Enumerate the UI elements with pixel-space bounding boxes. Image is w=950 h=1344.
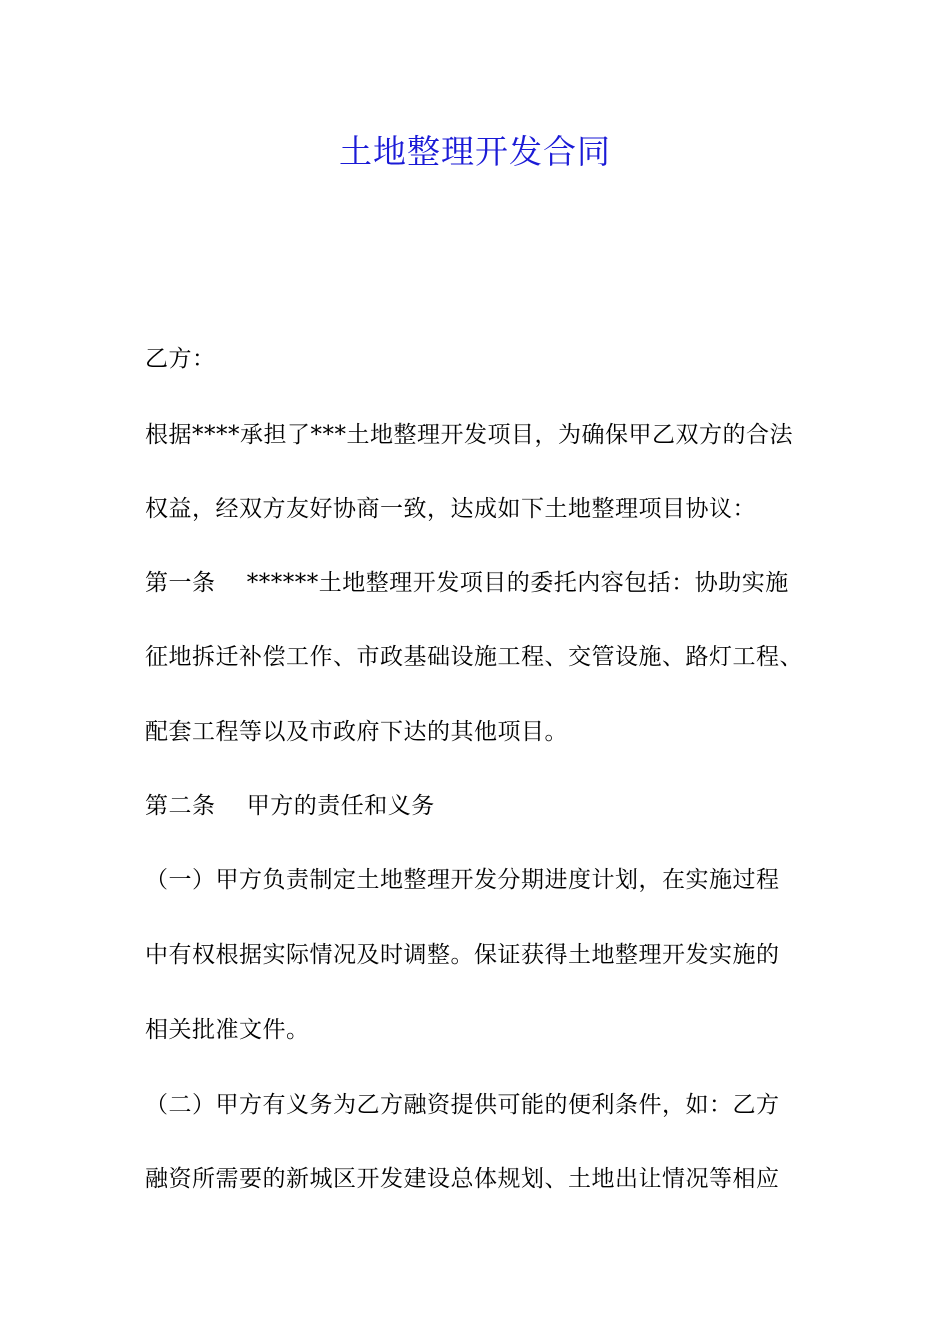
text-line-article-1-1: 第一条 ******土地整理开发项目的委托内容包括：协助实施 <box>145 570 789 596</box>
text-line-clause-2-2: 融资所需要的新城区开发建设总体规划、土地出让情况等相应 <box>145 1166 780 1192</box>
text-line-preamble-1: 根据****承担了***土地整理开发项目，为确保甲乙双方的合法 <box>145 422 793 448</box>
text-line-clause-2-1: （二）甲方有义务为乙方融资提供可能的便利条件，如：乙方 <box>145 1092 780 1118</box>
text-line-clause-1-2: 中有权根据实际情况及时调整。保证获得土地整理开发实施的 <box>145 942 780 968</box>
text-line-party-b: 乙方： <box>145 346 216 372</box>
text-line-preamble-2: 权益，经双方友好协商一致，达成如下土地整理项目协议： <box>145 496 756 522</box>
text-line-clause-1-1: （一）甲方负责制定土地整理开发分期进度计划，在实施过程 <box>145 867 780 893</box>
text-line-clause-1-3: 相关批准文件。 <box>145 1017 310 1043</box>
document-title: 土地整理开发合同 <box>339 132 611 171</box>
text-line-article-1-3: 配套工程等以及市政府下达的其他项目。 <box>145 719 568 745</box>
text-line-article-2-heading: 第二条 甲方的责任和义务 <box>145 793 435 819</box>
text-line-article-1-2: 征地拆迁补偿工作、市政基础设施工程、交管设施、路灯工程、 <box>145 644 803 670</box>
